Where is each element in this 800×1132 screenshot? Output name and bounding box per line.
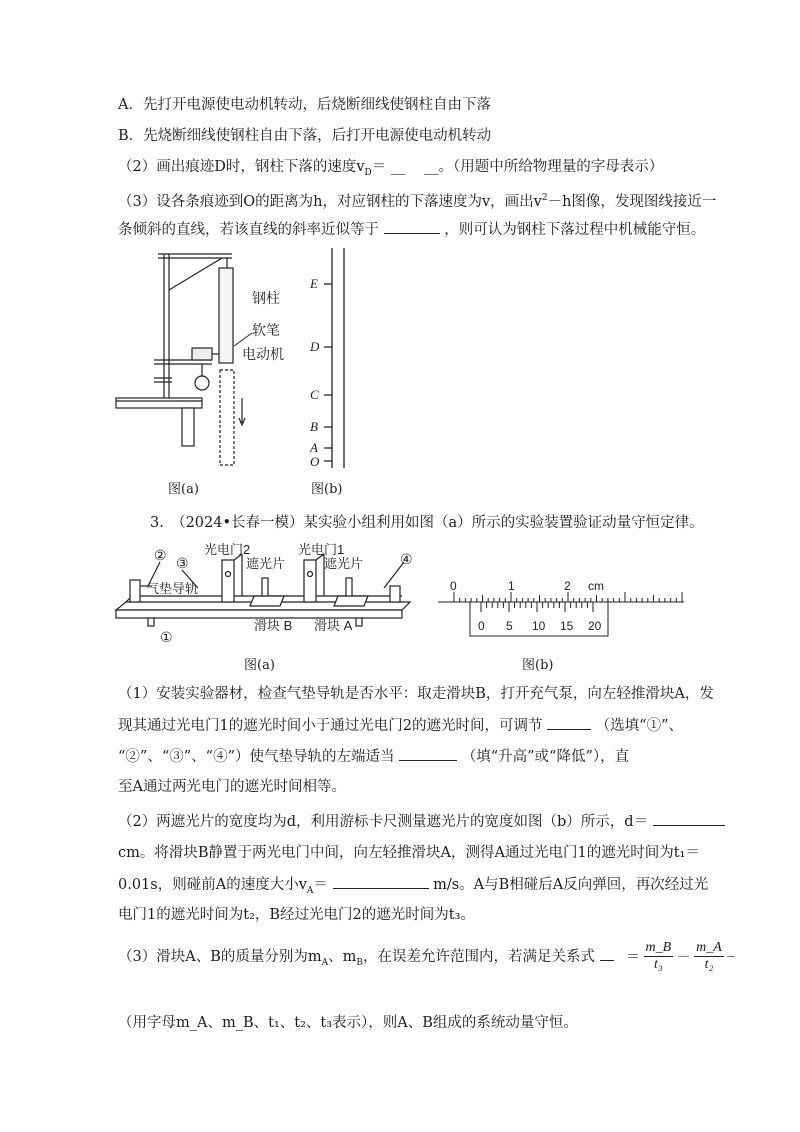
vern-label-5: 5 — [506, 619, 513, 633]
vern-label-15: 15 — [560, 619, 574, 633]
q3-sub2-line4: 电门1的遮光时间为t₂，B经过光电门2的遮光时间为t₃。 — [118, 907, 475, 923]
q3-sub1-line1: （1）安装实验器材，检查气垫导轨是否水平：取走滑块B，打开充气泵，向左轻推滑块A，发 — [118, 686, 714, 702]
q3-sub3-line1: （3）滑块A、B的质量分别为$m_A$、$m_B$，在误差允许范围内，若满足关系式 — [118, 946, 614, 973]
q3-sub1-line2: 现其通过光电门1的遮光时间小于通过光电门2的遮光时间，可调节 （选填“①”、 — [118, 715, 683, 736]
label-n2: ② — [154, 547, 167, 563]
label-shade-a: 遮光片 — [324, 556, 364, 571]
label-gate1: 光电门1 — [298, 542, 345, 557]
mark-c: C — [310, 387, 319, 402]
figure-vernier — [432, 572, 692, 642]
q2-sub3-line1: （3）设各条痕迹到O的距离为h，对应钢柱的下落速度为v，画出$v^2-h$图像，发现图线接近一 — [118, 193, 717, 210]
q2-sub2: （2）画出痕迹D时，钢柱下落的速度$v_D=$ __ __。（用题中所给物理量的字母表示） — [118, 159, 664, 178]
label-n1: ① — [160, 629, 173, 645]
caption-fig-a1: 图(a) — [168, 482, 199, 497]
vern-label-0: 0 — [478, 619, 485, 633]
formula: ＝ $\frac{m\_B}{\text{t₃}}$ － $\frac{m\_A}{\text{t₂}}$ – — [626, 940, 735, 972]
q3-sub3-line2: （用字母m_A、m_B、t₁、t₂、t₃表示），则A、B组成的系统动量守恒。 — [118, 1015, 578, 1031]
q3-sub1-line3: “②”、“③”、“④”）使气垫导轨的左端适当 （填“升高”或“降低”），直 — [118, 746, 629, 767]
label-gate2: 光电门2 — [204, 542, 251, 557]
frac2-num: m_A — [696, 940, 722, 955]
vern-label-10: 10 — [532, 619, 546, 633]
label-steel: 钢柱 — [252, 290, 280, 306]
answer-blank[interactable] — [333, 874, 429, 889]
q3-header: 3. （2024•长春一模）某实验小组利用如图（a）所示的实验装置验证动量守恒定律。 — [150, 515, 704, 531]
main-label-0: 0 — [450, 579, 457, 593]
vern-label-20: 20 — [588, 619, 602, 633]
label-n3: ③ — [176, 555, 189, 571]
caption-fig-b2: 图(b) — [522, 658, 554, 673]
q3-sub2-line2: cm。将滑块B静置于两光电门中间，向左轻推滑块A，测得A通过光电门1的遮光时间为t₁＝ — [118, 845, 700, 861]
figure-tape — [300, 246, 360, 471]
figure-steel-column — [112, 248, 312, 473]
mark-b: B — [310, 419, 318, 434]
label-n4: ④ — [400, 551, 413, 567]
option-b: B．先烧断细线使钢柱自由下落，后打开电源使电动机转动 — [118, 128, 492, 144]
answer-blank[interactable] — [600, 946, 614, 961]
q2-sub3-line2: 条倾斜的直线，若该直线的斜率近似等于 ，则可认为钢柱下落过程中机械能守恒。 — [118, 219, 705, 240]
label-shade-b: 遮光片 — [246, 556, 286, 571]
option-a: A．先打开电源使电动机转动，后烧断细线使钢柱自由下落 — [118, 97, 491, 113]
label-rail: 气垫导轨 — [146, 581, 199, 596]
q3-sub2-line3: 0.01s，则碰前A的速度大小$v_A= m/s$。A与B相碰后A反向弹回，再次经过光 — [118, 874, 708, 901]
answer-blank[interactable] — [384, 219, 440, 234]
frac1-num: m_B — [645, 940, 672, 955]
main-label-2: 2 — [564, 579, 571, 593]
frac2-den: t₂ — [704, 957, 714, 972]
label-slider-a: 滑块 A — [314, 618, 353, 633]
mark-a: A — [310, 440, 318, 455]
q3-sub1-line4: 至A通过两光电门的遮光时间相等。 — [118, 779, 346, 795]
frac1-den: t₃ — [653, 957, 663, 972]
label-slider-b: 滑块 B — [254, 618, 293, 633]
label-motor: 电动机 — [242, 346, 284, 362]
figure-air-track — [112, 538, 414, 648]
mark-e: E — [310, 276, 318, 291]
answer-blank[interactable] — [547, 715, 591, 730]
main-unit: cm — [588, 579, 604, 593]
answer-blank[interactable] — [399, 746, 457, 761]
label-pen: 软笔 — [252, 322, 280, 338]
q3-sub2-line1: （2）两遮光片的宽度均为d，利用游标卡尺测量遮光片的宽度如图（b）所示，d＝ — [118, 811, 725, 832]
caption-fig-a2: 图(a) — [244, 658, 275, 673]
caption-fig-b1: 图(b) — [311, 482, 343, 497]
mark-d: D — [310, 339, 320, 354]
answer-blank[interactable] — [653, 811, 725, 826]
main-label-1: 1 — [508, 579, 515, 593]
mark-o: O — [310, 454, 320, 469]
